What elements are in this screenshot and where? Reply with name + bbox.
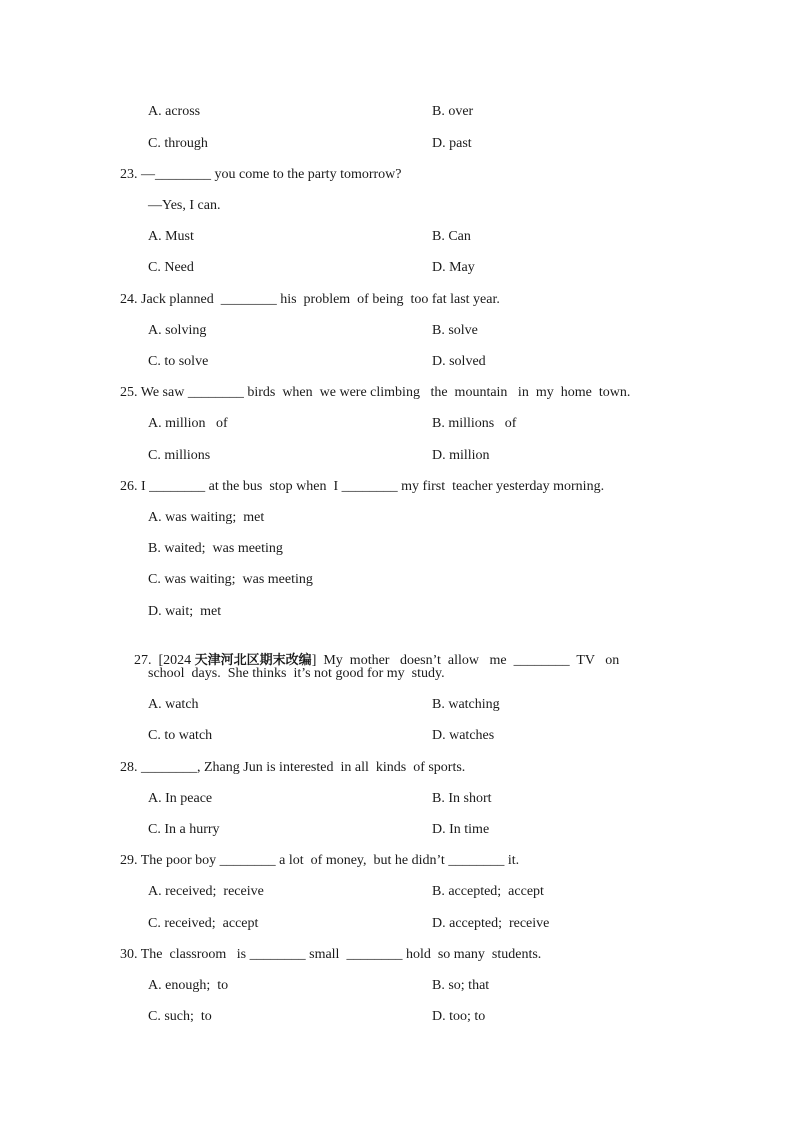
q27-stem — [120, 634, 620, 668]
q28-option-c: C. In a hurry — [148, 822, 220, 837]
q23-option-a: A. Must — [148, 229, 194, 244]
q26-option-c: C. was waiting; was meeting — [148, 572, 313, 587]
q25-stem: 25. We saw ________ birds when we were climbing the mountain in my home town. — [120, 385, 631, 400]
q26-option-a: A. was waiting; met — [148, 510, 265, 525]
q23-reply: —Yes, I can. — [148, 198, 221, 213]
q22-option-a: A. across — [148, 104, 201, 119]
q28-option-a: A. In peace — [148, 791, 213, 806]
q23-option-c: C. Need — [148, 260, 194, 275]
q23-stem: 23. —________ you come to the party tomorrow? — [120, 167, 402, 182]
q23-option-d: D. May — [432, 260, 475, 275]
q30-option-d: D. too; to — [432, 1009, 486, 1024]
q27-option-c: C. to watch — [148, 728, 213, 743]
q25-option-a: A. million of — [148, 416, 228, 431]
q28-stem: 28. ________, Zhang Jun is interested in all kinds of sports. — [120, 760, 466, 775]
q30-option-a: A. enough; to — [148, 978, 229, 993]
q26-option-d: D. wait; met — [148, 604, 222, 619]
q29-option-b: B. accepted; accept — [432, 884, 544, 899]
q25-option-c: C. millions — [148, 448, 211, 463]
q24-option-b: B. solve — [432, 323, 478, 338]
q24-option-c: C. to solve — [148, 354, 209, 369]
q29-option-a: A. received; receive — [148, 884, 264, 899]
q27-option-b: B. watching — [432, 697, 500, 712]
q26-option-b: B. waited; was meeting — [148, 541, 283, 556]
q24-option-d: D. solved — [432, 354, 486, 369]
q24-stem: 24. Jack planned ________ his problem of being too fat last year. — [120, 292, 500, 307]
q22-option-d: D. past — [432, 136, 472, 151]
q27-source: 天津河北区期末改编 — [194, 653, 312, 668]
q28-option-b: B. In short — [432, 791, 492, 806]
q29-stem: 29. The poor boy ________ a lot of money, but he didn’t ________ it. — [120, 853, 520, 868]
q24-option-a: A. solving — [148, 323, 207, 338]
q28-option-d: D. In time — [432, 822, 490, 837]
q29-option-d: D. accepted; receive — [432, 916, 550, 931]
q22-option-b: B. over — [432, 104, 474, 119]
q30-option-b: B. so; that — [432, 978, 490, 993]
q25-option-b: B. millions of — [432, 416, 517, 431]
q30-stem: 30. The classroom is ________ small ________ hold so many students. — [120, 947, 542, 962]
q23-option-b: B. Can — [432, 229, 471, 244]
q27-option-a: A. watch — [148, 697, 199, 712]
q30-option-c: C. such; to — [148, 1009, 212, 1024]
q26-stem: 26. I ________ at the bus stop when I ________ my first teacher yesterday morning. — [120, 479, 605, 494]
q29-option-c: C. received; accept — [148, 916, 259, 931]
q25-option-d: D. million — [432, 448, 490, 463]
q27-stem-continued: school days. She thinks it’s not good for my study. — [148, 666, 445, 681]
q27-stem-prefix: 27. [2024 — [134, 653, 195, 668]
q27-option-d: D. watches — [432, 728, 495, 743]
q22-option-c: C. through — [148, 136, 208, 151]
q27-stem-suffix: ] My mother doesn’t allow me ________ TV on — [311, 653, 620, 668]
